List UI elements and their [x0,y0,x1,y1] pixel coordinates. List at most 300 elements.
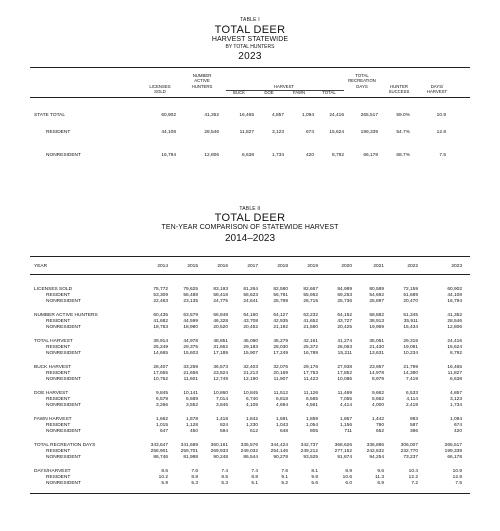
table-2-cell: 8,979 [371,377,384,382]
table-2-cell: 44,599 [183,319,198,324]
table-2-cell: 29,315 [403,339,418,344]
table-2-row-label: NONRESIDENT [46,481,81,486]
table-1-cell: 12,806 [204,153,219,158]
table-2-cell: 80,589 [369,287,384,292]
table-2-cell: 12,806 [447,325,462,330]
header-success-line2: SUCCESS [388,89,410,95]
table-2-cell: 4,694 [275,403,288,408]
table-2-cell: 20,169 [273,371,288,376]
table-2-cell: 6.0 [345,481,352,486]
header-success-line1: HUNTER [390,84,408,89]
table-2-cell: 1,842 [245,417,258,422]
table-2-cell: 23,824 [213,371,228,376]
table-2-cell: 32,076 [273,365,288,370]
table-2-cell: 63,579 [183,313,198,318]
table-2-cell: 1,043 [275,423,288,428]
table-2-cell: 18,980 [183,325,198,330]
header-days-line1: DAYS/ [430,84,444,89]
table-2-cell: 16,465 [447,365,462,370]
table-2-cell: 269,933 [210,449,228,454]
table-2-cell: 24,775 [213,299,228,304]
table-2-cell: 14,665 [153,351,168,356]
table-2-cell: 60,435 [153,313,168,318]
table-2-cell: 10.6 [342,475,352,480]
table-2-cell: 90,278 [273,455,288,460]
table-2-cell: 15,434 [403,325,418,330]
table-2-cell: 11,907 [273,377,288,382]
table-2-cell: 82,667 [303,287,318,292]
table-2-cell: 15,603 [183,351,198,356]
table-2-row-label: FAWN HARVEST [34,417,72,422]
table-2-row-label: TOTAL HARVEST [34,339,73,344]
header-days-per-harvest [420,84,454,95]
table-2-cell: 63,232 [303,313,318,318]
table-2-cell: 10.2 [158,475,168,480]
table-2-cell: 11,469 [337,391,352,396]
table-2-cell: 232,770 [400,449,418,454]
table-2-cell: 10,234 [403,351,418,356]
table-2-cell: 27,938 [337,365,352,370]
table-2-cell: 9,845 [155,391,168,396]
table-2-cell: 14,380 [403,371,418,376]
table-2-cell: 336,886 [366,443,384,448]
table-2-cell: 18,753 [153,325,168,330]
table-2-row-label: RESIDENT [46,345,71,350]
table-2-cell: 1,054 [305,423,318,428]
table-1-cell: 3,123 [271,130,284,135]
table-2-cell: 21,799 [403,365,418,370]
table-2-cell: 11,601 [183,377,198,382]
table-2-cell: 1,578 [185,417,198,422]
table-1-cell: 674 [305,130,314,135]
table-2-row-label: NONRESIDENT [46,299,81,304]
table-2-cell: 277,152 [334,449,352,454]
table-2-cell: 64,160 [243,313,258,318]
table-2-cell: 11,126 [303,391,318,396]
table-1-cell: 41,352 [204,113,219,118]
year-header-cell: 2017 [247,264,258,269]
table-2-cell: 20,520 [213,325,228,330]
header-recreation-line3: DAYS [356,83,368,89]
table-2-cell: 15,211 [337,351,352,356]
year-header-cell: 2023 [451,264,462,269]
table-2-cell: 259,701 [180,449,198,454]
table-2-cell: 983 [409,417,418,422]
table-2-cell: 17,249 [273,351,288,356]
table-2-cell: 21,192 [273,325,288,330]
table-2-cell: 84,989 [337,287,352,292]
table-2-cell: 39,914 [153,339,168,344]
table-2-cell: 81,264 [243,287,258,292]
table-2-cell: 594 [219,429,228,434]
table-2-cell: 56,488 [183,293,198,298]
table-2-cell: 42,161 [303,339,318,344]
table-2-cell: 19,969 [369,325,384,330]
table-2-cell: 343,647 [150,443,168,448]
table-2-subtitle: TEN-YEAR COMPARISON OF STATEWIDE HARVEST [161,224,339,231]
table-2-cell: 396 [409,429,418,434]
table-2-cell: 25,372 [303,345,318,350]
header-recreation-days [342,73,382,89]
table-2-cell: 3,123 [449,397,462,402]
table-2-cell: 344,424 [270,443,288,448]
table-2-cell: 21,430 [369,345,384,350]
table-2-cell: 23,135 [183,299,198,304]
table-2-cell: 6,565 [305,397,318,402]
table-1-row-label: STATE TOTAL [34,113,66,118]
table-2-cell: 342,737 [300,443,318,448]
table-2-cell: 51,345 [403,313,418,318]
header-doe: DOE [264,90,274,95]
table-2-cell: 587 [409,423,418,428]
table-2-cell: 42,935 [273,319,288,324]
table-2-cell: 28,546 [447,319,462,324]
table-2-cell: 36,573 [213,365,228,370]
table-2-cell: 64,127 [273,313,288,318]
table-2-cell: 58,418 [213,293,228,298]
table-2-row-label: NONRESIDENT [46,377,81,382]
table-1-title: TOTAL DEER [214,24,286,36]
table-2-cell: 674 [453,423,462,428]
table-2-cell: 14,978 [369,371,384,376]
table-1-cell: 199,339 [360,130,378,135]
table-2-cell: 612 [249,429,258,434]
year-header-cell: 2016 [217,264,228,269]
table-2-cell: 9.6 [377,469,384,474]
table-2-cell: 7,014 [215,397,228,402]
table-2-cell: 6,740 [245,397,258,402]
table-2-cell: 20,425 [337,325,352,330]
table-2-cell: 86,544 [243,455,258,460]
table-2-cell: 10,141 [183,391,198,396]
table-1-row-label: NONRESIDENT [46,153,81,158]
table-2-cell: 1,859 [305,417,318,422]
table-2-cell: 8.8 [191,475,198,480]
table-2-cell: 790 [375,423,384,428]
table-2-cell: 16,794 [447,299,462,304]
table-2-row-label: NONRESIDENT [46,403,81,408]
table-2-cell: 4,114 [406,397,418,402]
header-licenses-line1: LICENSES [149,84,171,89]
year-header-cell: 2021 [373,264,384,269]
table-2-cell: 1,230 [245,423,258,428]
table-2-cell: 7.2 [411,481,418,486]
table-2-row-label: NUMBER ACTIVE HUNTERS [34,313,98,318]
table-2-cell: 1,442 [371,417,384,422]
table-1-cell: 1,734 [271,153,284,158]
table-2-cell: 21,580 [303,325,318,330]
table-2-cell: 4,561 [305,403,318,408]
table-2-cell: 1,156 [339,423,352,428]
table-2-cell: 94,254 [369,455,384,460]
table-2-cell: 10,752 [153,377,168,382]
table-2-header-rule [30,274,470,275]
table-2-cell: 32,403 [243,365,258,370]
table-2-row-label: RESIDENT [46,371,71,376]
table-2-cell: 9.1 [281,475,288,480]
table-1-cell: 10.9 [436,113,446,118]
table-2-cell: 7.5 [455,481,462,486]
table-2-cell: 5.9 [161,481,168,486]
table-1-cell: 28,546 [204,130,219,135]
table-2-cell: 17,189 [213,351,228,356]
table-2-cell: 11,512 [273,391,288,396]
table-2-cell: 28,407 [153,365,168,370]
table-2-cell: 4,000 [371,403,384,408]
table-2-cell: 7,055 [339,397,352,402]
table-2-cell: 79,625 [183,287,198,292]
table-2-cell: 29,183 [243,345,258,350]
table-2-cell: 17,852 [337,371,352,376]
header-total: TOTAL [322,90,336,95]
table-2-top-rule [30,256,470,257]
table-2-cell: 4,857 [449,391,462,396]
table-2-cell: 5,662 [371,397,384,402]
table-1-top-rule [30,67,470,68]
table-2-cell: 35,911 [403,319,418,324]
table-1-cell: 16,465 [239,113,254,118]
table-2-cell: 265,517 [444,443,462,448]
table-1-cell: 59.0% [396,113,410,118]
table-2-cell: 8.1 [311,469,318,474]
table-1-cell: 44,108 [161,130,176,135]
header-active-line1: NUMBER [192,73,212,78]
table-2-cell: 199,339 [444,449,462,454]
table-2-cell: 360,161 [210,443,228,448]
table-2-cell: 249,032 [240,449,258,454]
table-2-row-label: DOE HARVEST [34,391,69,396]
table-2-cell: 824 [219,423,228,428]
table-2-cell: 4,414 [339,403,352,408]
table-2-cell: 91,874 [337,455,352,460]
table-2-cell: 41,274 [337,339,352,344]
table-1-cell: 60,902 [161,113,176,118]
year-header-cell: 2014 [157,264,168,269]
table-2-cell: 26,063 [337,345,352,350]
table-2-row-label: RESIDENT [46,397,71,402]
table-2-cell: 29,375 [183,345,198,350]
table-2-cell: 6,579 [155,397,168,402]
table-2-cell: 21,658 [183,371,198,376]
table-2-cell: 7,419 [405,377,418,382]
table-2-cell: 43,708 [243,319,258,324]
table-2-cell: 2,419 [405,403,418,408]
table-2-cell: 26,715 [303,299,318,304]
table-2-cell: 647 [159,429,168,434]
table-2-cell: 45,279 [273,339,288,344]
table-2-cell: 31,662 [213,345,228,350]
table-2-row-label: RESIDENT [46,449,71,454]
table-2-cell: 33,259 [183,365,198,370]
table-2-cell: 6.9 [377,481,384,486]
table-1-cell: 6,638 [241,153,254,158]
table-2-cell: 249,212 [300,449,318,454]
table-2-cell: 450 [189,429,198,434]
table-2-cell: 66,178 [447,455,462,460]
table-2-cell: 7.6 [281,469,288,474]
table-1-row-label: RESIDENT [46,130,71,135]
table-2-cell: 51,689 [403,293,418,298]
table-2-cell: 28,030 [273,345,288,350]
table-2-cell: 306,007 [400,443,418,448]
table-2-cell: 56,623 [243,293,258,298]
table-2-cell: 73,237 [403,455,418,460]
table-2-cell: 6,533 [405,391,418,396]
table-1-cell: 16,794 [161,153,176,158]
table-2-cell: 56,781 [273,293,288,298]
table-1-cell: 11,827 [239,130,254,135]
table-2-cell: 335,576 [240,443,258,448]
table-2-cell: 1,418 [215,417,228,422]
table-1-header-rule [30,97,470,98]
table-2-cell: 48,851 [213,339,228,344]
table-2-cell: 46,328 [213,319,228,324]
table-2-cell: 805 [309,429,318,434]
header-days-line2: HARVEST [426,89,448,95]
table-2-cell: 45,090 [243,339,258,344]
table-2-cell: 11,423 [303,377,318,382]
table-2-cell: 15,907 [243,351,258,356]
table-2-cell: 25,736 [337,299,352,304]
table-2-cell: 1,094 [449,417,462,422]
table-2-cell: 90,248 [213,455,228,460]
table-1-cell: 4,857 [271,113,284,118]
table-2-row-label: RESIDENT [46,319,71,324]
table-2-cell: 12,190 [243,377,258,382]
table-2-cell: 81,988 [183,455,198,460]
table-2-cell: 15,624 [447,345,462,350]
table-2-cell: 54,692 [369,293,384,298]
table-2-cell: 19,081 [403,345,418,350]
table-2-cell: 41,352 [447,313,462,318]
table-2-cell: 711 [344,429,352,434]
table-2-cell: 7.4 [251,469,258,474]
table-2-cell: 25,249 [153,345,168,350]
table-1-cell: 54.7% [396,130,410,135]
table-2-cell: 11.3 [375,475,384,480]
table-1-subtitle: HARVEST STATEWIDE [211,36,289,43]
table-2-cell: 22,463 [153,299,168,304]
header-hunter-success [382,84,416,95]
table-1-cell: 24,416 [329,113,344,118]
table-2-cell: 72,159 [403,287,418,292]
table-2-cell: 38,913 [369,319,384,324]
table-2-cell: 3,846 [215,403,228,408]
table-2-cell: 8.8 [251,475,258,480]
table-2-row-label: NONRESIDENT [46,325,81,330]
table-2-cell: 6,818 [275,397,288,402]
table-2-cell: 93,525 [303,455,318,460]
table-2-cell: 648 [279,429,288,434]
table-2-row-label: BUCK HARVEST [34,365,72,370]
table-2-cell: 41,682 [153,319,168,324]
table-2-cell: 11,827 [447,371,462,376]
table-2-cell: 341,689 [180,443,198,448]
table-2-cell: 16,789 [303,351,318,356]
table-2-cell: 83,193 [213,287,228,292]
table-2-cell: 4,105 [245,403,258,408]
table-2-cell: 7.4 [221,469,228,474]
header-licenses-line2: SOLD [154,89,166,95]
table-2-row-label: NONRESIDENT [46,351,81,356]
table-1-cell: 8,792 [331,153,344,158]
table-2-cell: 3,266 [155,403,168,408]
table-2-label: TABLE II [239,206,261,212]
table-2-bottom-rule [30,493,470,494]
table-2-cell: 13,631 [369,351,384,356]
table-2-cell: 41,652 [303,319,318,324]
table-1-cell: 12.8 [436,130,446,135]
table-2-cell: 5.1 [251,481,258,486]
table-2-cell: 6,589 [185,397,198,402]
table-2-cell: 368,626 [334,443,352,448]
table-2-row-label: RESIDENT [46,423,71,428]
table-2-cell: 420 [453,429,462,434]
table-2-cell: 29,176 [303,365,318,370]
table-1-label: TABLE I [240,17,260,23]
table-2-cell: 256,901 [150,449,168,454]
table-1-cell: 68.7% [396,153,410,158]
table-2-cell: 10,845 [243,391,258,396]
table-2-cell: 24,641 [243,299,258,304]
table-2-cell: 64,152 [337,313,352,318]
table-1-cell: 1,094 [301,113,314,118]
table-2-cell: 8.5 [221,475,228,480]
table-2-cell: 1,734 [449,403,462,408]
table-2-cell: 10.4 [408,469,418,474]
table-2-cell: 23,957 [369,365,384,370]
table-2-years-range: 2014–2023 [224,233,276,244]
table-2-cell: 5.3 [191,481,198,486]
table-2-cell: 10,086 [337,377,352,382]
table-2-cell: 12,749 [213,377,228,382]
table-2-cell: 35,061 [369,339,384,344]
table-2-cell: 5.2 [281,481,288,486]
table-2-cell: 1,015 [155,423,168,428]
table-2-cell: 652 [375,429,384,434]
table-1-cell: 15,624 [329,130,344,135]
table-2-cell: 21,213 [243,371,258,376]
table-2-cell: 17,655 [153,371,168,376]
table-2-cell: 75,772 [153,287,168,292]
header-active-hunters [183,73,221,89]
header-recreation-line1: TOTAL [355,73,369,78]
table-2-cell: 8.6 [161,469,168,474]
table-2-cell: 1,691 [275,417,288,422]
year-header-cell: 2018 [277,264,288,269]
table-2-cell: 6,638 [449,377,462,382]
table-2-cell: 58,882 [369,313,384,318]
table-2-cell: 5.3 [221,481,228,486]
table-2-row-label: RESIDENT [46,293,71,298]
header-recreation-line2: RECREATION [348,78,376,84]
table-2-cell: 17,753 [303,371,318,376]
table-2-cell: 60,902 [447,287,462,292]
table-1-cell: 66,178 [363,153,378,158]
table-2-cell: 1,662 [155,417,168,422]
header-buck: BUCK [233,90,245,95]
table-2-cell: 12.8 [452,475,462,480]
year-header: YEAR [34,264,48,269]
table-2-cell: 10,860 [213,391,228,396]
header-fawn: FAWN [292,90,306,95]
table-2-cell: 24,416 [447,339,462,344]
table-2-cell: 66,848 [213,313,228,318]
header-active-line2: ACTIVE [194,78,210,84]
header-harvest-group: HARVEST [273,84,295,89]
table-2-cell: 8.9 [345,469,352,474]
table-2-cell: 9,662 [371,391,384,396]
